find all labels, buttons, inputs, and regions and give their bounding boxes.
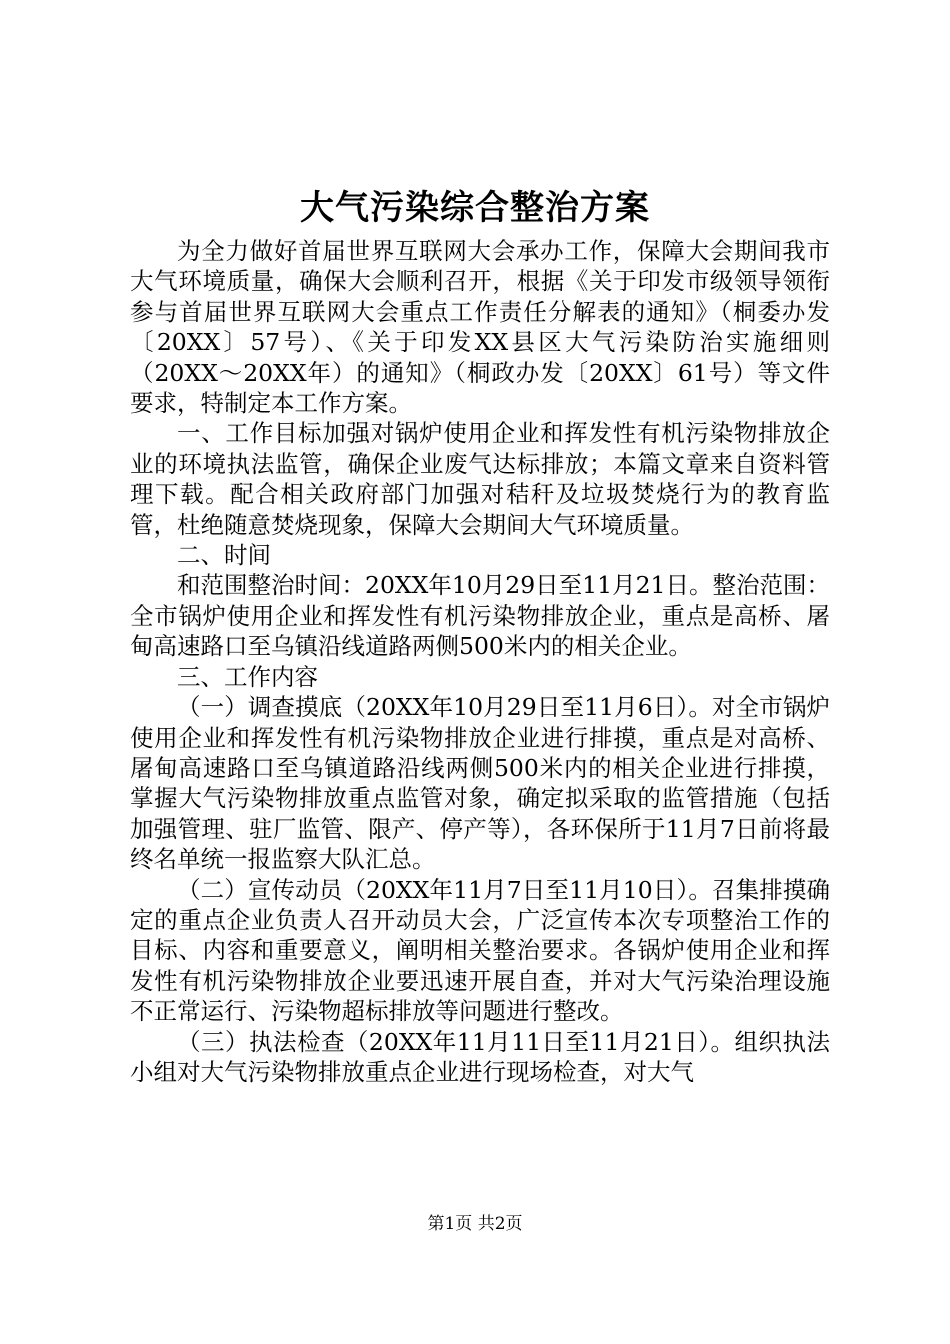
paragraph-mobilization: （二）宣传动员（20XX年11月7日至11月10日）。召集排摸确定的重点企业负责人召开动员大会，广泛宣传本次专项整治工作的目标、内容和重要意义，阐明相关整治要求。各锅炉使用企业和挥发性有机污染物排放企业要迅速开展自查，并对大气污染治理设施不正常运行、污染物超标排放等问题进行整改。	[130, 875, 830, 1026]
paragraph-section-goal: 一、工作目标加强对锅炉使用企业和挥发性有机污染物排放企业的环境执法监管，确保企业废气达标排放；本篇文章来自资料管理下载。配合相关政府部门加强对秸秆及垃圾焚烧行为的教育监管，杜绝随意焚烧现象，保障大会期间大气环境质量。	[130, 419, 830, 539]
paragraph-enforcement: （三）执法检查（20XX年11月11日至11月21日）。组织执法小组对大气污染物排放重点企业进行现场检查，对大气	[130, 1027, 830, 1086]
paragraph-section-content-heading: 三、工作内容	[177, 662, 318, 691]
page-number-footer: 第1页 共2页	[427, 1214, 523, 1234]
paragraph-time-scope: 和范围整治时间：20XX年10月29日至11月21日。整治范围：全市锅炉使用企业和挥发性有机污染物排放企业，重点是高桥、屠甸高速路口至乌镇沿线道路两侧500米内的相关企业。	[130, 571, 830, 661]
paragraph-investigation: （一）调查摸底（20XX年10月29日至11月6日）。对全市锅炉使用企业和挥发性有机污染物排放企业进行排摸，重点是对高桥、屠甸高速路口至乌镇道路沿线两侧500米内的相关企业进行排摸，掌握大气污染物排放重点监管对象，确定拟采取的监管措施（包括加强管理、驻厂监管、限产、停产等），各环保所于11月7日前将最终名单统一报监察大队汇总。	[130, 693, 830, 874]
paragraph-section-time-heading: 二、时间	[177, 541, 271, 570]
paragraph-intro: 为全力做好首届世界互联网大会承办工作，保障大会期间我市大气环境质量，确保大会顺利召开，根据《关于印发市级领导领衔参与首届世界互联网大会重点工作责任分解表的通知》（桐委办发〔20XX〕57号）、《关于印发XX县区大气污染防治实施细则（20XX～20XX年）的通知》（桐政办发〔20XX〕61号）等文件要求，特制定本工作方案。	[130, 237, 830, 418]
document-body	[130, 236, 830, 1087]
document-title: 大气污染综合整治方案	[300, 188, 650, 228]
